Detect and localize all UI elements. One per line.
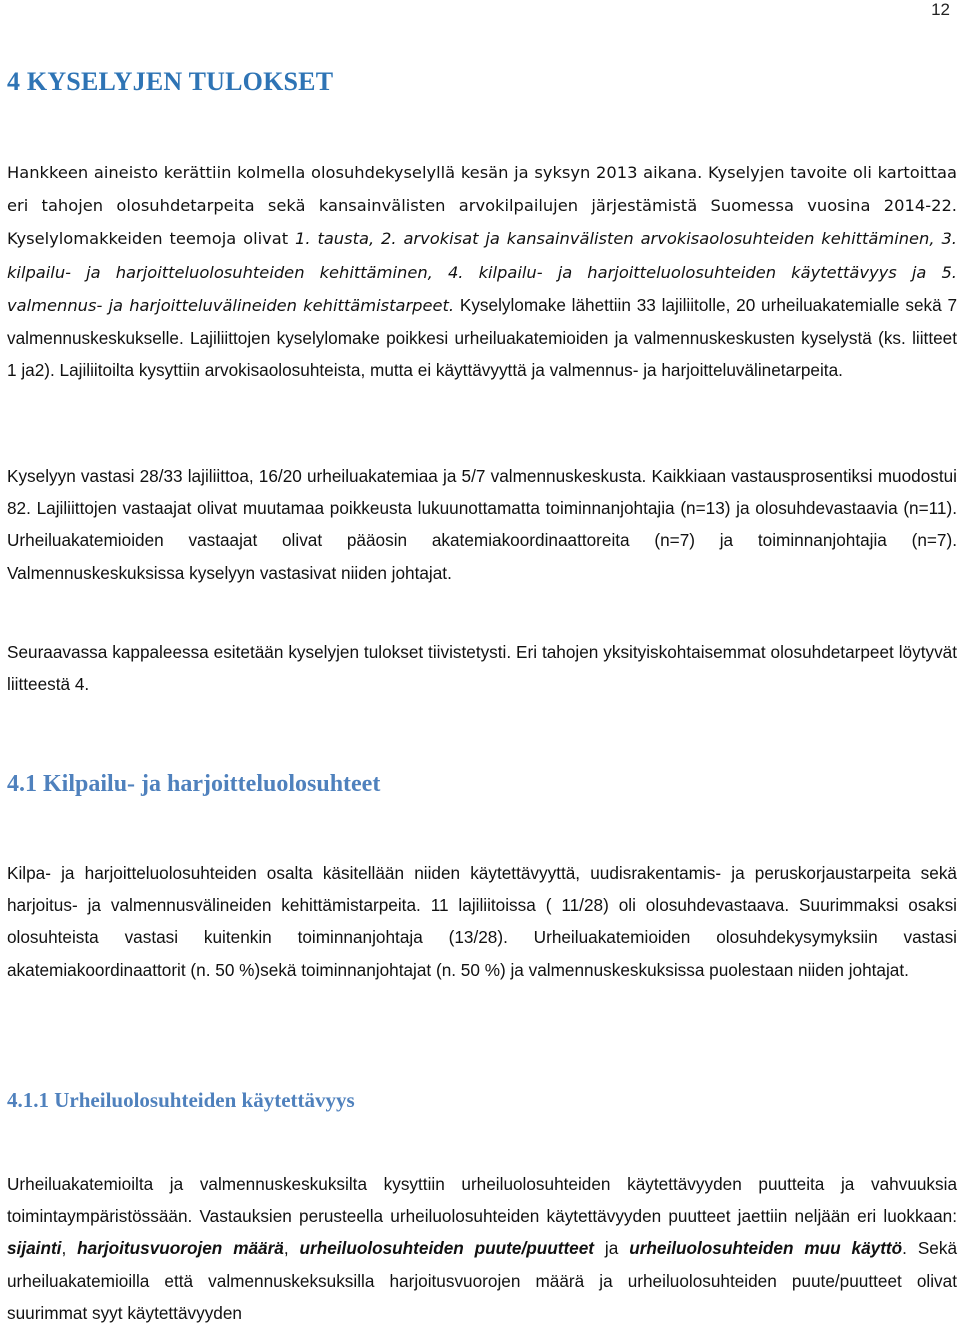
usability-text-continued: . Sekä urheiluakatemioilla että valmennuskeksuksilla harjoitusvuorojen määrä ja urheiluolosuhteiden puute/puutteet olivat suurimmat syyt käytettävyyden (7, 1238, 958, 1323)
separator: , (61, 1238, 78, 1259)
paragraph-response-rates: Kyselyyn vastasi 28/33 lajiliittoa, 16/20 urheiluakatemiaa ja 5/7 valmennuskeskusta. Kaikkiaan vastausprosentiksi muodostui 82. Lajiliittojen vastaajat olivat muutamaa poikkeusta lukuunottamatta toiminnanjohtajia (n=13) ja olosuhdevastaavia (n=11). Urheiluakatemioiden vastaajat olivat pääosin akatemiakoordinaattoreita (n=7) ja toiminnanjohtajia (n=7). Valmennuskeskuksissa kyselyyn vastasivat niiden johtajat. (7, 466, 957, 583)
category-other-use: urheiluolosuhteiden muu käyttö (629, 1238, 903, 1259)
category-location: sijainti (7, 1238, 62, 1259)
category-facility-shortage: urheiluolosuhteiden puute/puutteet (299, 1238, 595, 1259)
section-heading-4-1: 4.1 Kilpailu- ja harjoitteluolosuhteet (7, 771, 381, 797)
paragraph-competition-facilities: Kilpa- ja harjoitteluolosuhteiden osalta käsitellään niiden käytettävyyttä, uudisrakentamis- ja peruskorjaustarpeita sekä harjoitus- ja valmennusvälineiden kehittämistarpeita. 11 lajiliitoissa ( 11/28) oli olosuhdevastaava. Suurimmaksi osaksi olosuhteista vastasi kuitenkin toiminnanjohtaja (13/28). Urheiluakatemioiden olosuhdekysymyksiin vastasi akatemiakoordinaattorit (n. 50 %)sekä toiminnanjohtajat (n. 50 %) ja valmennuskeskuksissa puolestaan niiden johtajat. (7, 863, 957, 980)
category-training-slots: harjoitusvuorojen määrä (77, 1238, 284, 1259)
intro-text: Hankkeen aineisto kerättiin kolmella olosuhdekyselyllä kesän ja syksyn 2013 aikana. Kyselyjen tavoite oli kartoittaa eri tahojen olosuhdetarpeita sekä kansainvälisten arvokilpailujen järjestämistä Suomessa vuosina 2014-22. Kyselylomakkeiden teemoja olivat (7, 163, 957, 249)
page-number: 12 (931, 0, 950, 19)
paragraph-next-section: Seuraavassa kappaleessa esitetään kyselyjen tulokset tiivistetysti. Eri tahojen yksityiskohtaisemmat olosuhdetarpeet löytyvät liitteestä 4. (7, 642, 957, 695)
intro-text-continued: Kyselylomake lähettiin 33 lajiliitolle, 20 urheiluakatemialle sekä 7 valmennuskeskukselle. Lajiliittojen kyselylomake poikkesi urheiluakatemioiden ja valmennuskeskusten kyselystä (ks. liitteet 1 ja2). Lajiliitoilta kysyttiin arvokisaolosuhteista, mutta ei käyttävyyttä ja valmennus- ja harjoitteluvälinetarpeita. (7, 294, 958, 381)
paragraph-intro (7, 156, 957, 386)
separator: , (283, 1238, 300, 1259)
section-heading-4-1-1: 4.1.1 Urheiluolosuhteiden käytettävyys (7, 1088, 355, 1112)
paragraph-usability (7, 1168, 957, 1329)
section-heading-4: 4 KYSELYJEN TULOKSET (7, 67, 334, 96)
themes-list: 1. tausta, 2. arvokisat ja kansainvälisten arvokisaolosuhteiden kehittäminen, 3. kilpailu- ja harjoitteluolosuhteiden kehittäminen, 4. kilpailu- ja harjoitteluolosuhteiden käytettävyys ja 5. valmennus- ja harjoitteluvälineiden kehittämistarpeet. (7, 229, 957, 315)
separator: ja (594, 1238, 630, 1259)
usability-text: Urheiluakatemioilta ja valmennuskeskuksilta kysyttiin urheiluolosuhteiden käytettävyyden puutteita ja vahvuuksia toimintaympäristössään. Vastauksien perusteella urheiluolosuhteiden käytettävyyden puutteet jaettiin neljään eri luokkaan: (7, 1174, 957, 1227)
